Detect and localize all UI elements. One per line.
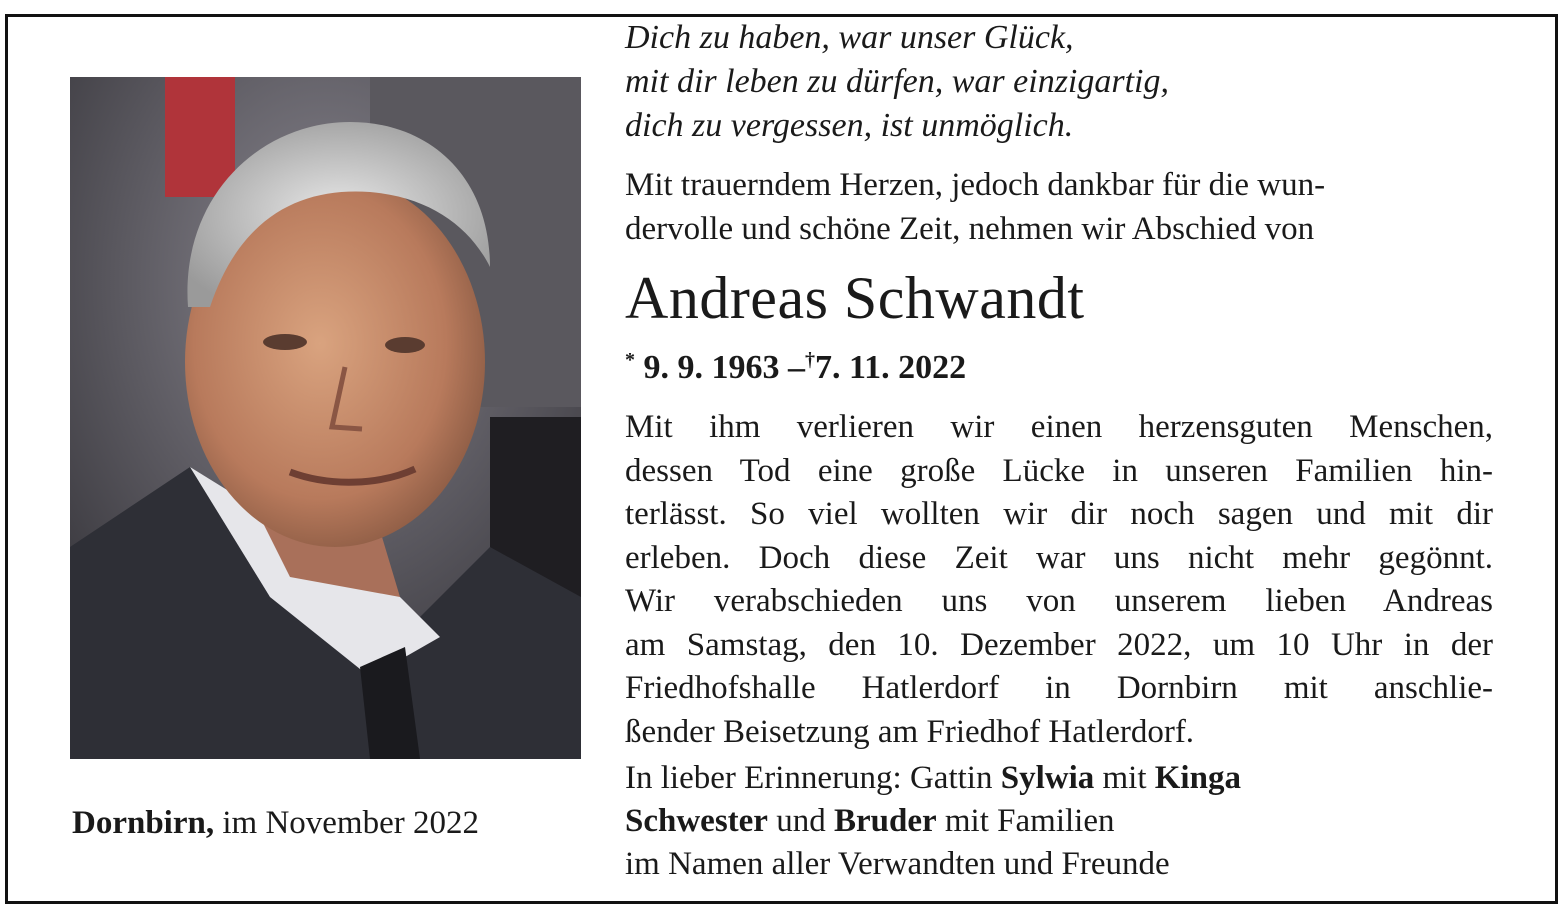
body-line: Friedhofshalle Hatlerdorf in Dornbirn mit anschlie-: [625, 670, 1493, 706]
place-date-line: [72, 805, 479, 842]
body-line: ßender Beisetzung am Friedhof Hatlerdorf.: [625, 713, 1195, 750]
family-name-sylwia: Sylwia: [1000, 760, 1095, 796]
life-dates: [625, 340, 1505, 388]
body-line: dessen Tod eine große Lücke in unseren Familien hin-: [625, 452, 1493, 489]
body-line: Wir verabschieden uns von unserem lieben Andreas: [625, 583, 1493, 619]
family-connector: und: [767, 803, 834, 839]
family-name-kinga: Kinga: [1154, 760, 1241, 796]
poem-line: Dich zu haben, war unser Glück,: [625, 19, 1074, 56]
body-line: terlässt. So viel wollten wir dir noch sagen und mit dir: [625, 496, 1493, 532]
body-line: erleben. Doch diese Zeit war uns nicht mehr gegönnt.: [625, 539, 1493, 576]
birth-date: 9. 9. 1963: [643, 349, 780, 386]
family-name-bruder: Bruder: [833, 803, 937, 839]
place-date: im November 2022: [214, 805, 479, 841]
family-signature: [625, 757, 1505, 886]
family-prefix: In lieber Erinnerung: Gattin: [625, 760, 1001, 796]
poem-line: dich zu vergessen, ist unmöglich.: [625, 107, 1074, 144]
family-line-1: [625, 757, 1505, 800]
date-separator: –: [788, 349, 805, 386]
portrait-photo: [70, 77, 581, 759]
portrait-illustration: [70, 77, 581, 759]
death-symbol: †: [805, 349, 815, 371]
deceased-name: Andreas Schwandt: [625, 265, 1085, 331]
family-connector: mit: [1094, 760, 1155, 796]
birth-symbol: *: [625, 349, 635, 371]
family-line-3: im Namen aller Verwandten und Freunde: [625, 846, 1170, 882]
place-city: Dornbirn,: [72, 805, 215, 841]
poem: [625, 16, 1505, 148]
intro-line: Mit trauerndem Herzen, jedoch dankbar für die wun-: [625, 167, 1326, 203]
family-suffix: mit Familien: [936, 803, 1115, 839]
obituary-body: [625, 406, 1493, 754]
family-line-2: [625, 800, 1505, 843]
intro-line: dervolle und schöne Zeit, nehmen wir Abschied von: [625, 211, 1315, 247]
intro-text: [625, 163, 1505, 251]
poem-line: mit dir leben zu dürfen, war einzigartig,: [625, 63, 1169, 100]
family-name-schwester: Schwester: [625, 803, 768, 839]
body-line: am Samstag, den 10. Dezember 2022, um 10 Uhr in der: [625, 626, 1493, 663]
body-line: Mit ihm verlieren wir einen herzensguten Menschen,: [625, 409, 1493, 445]
death-date: 7. 11. 2022: [815, 349, 967, 386]
